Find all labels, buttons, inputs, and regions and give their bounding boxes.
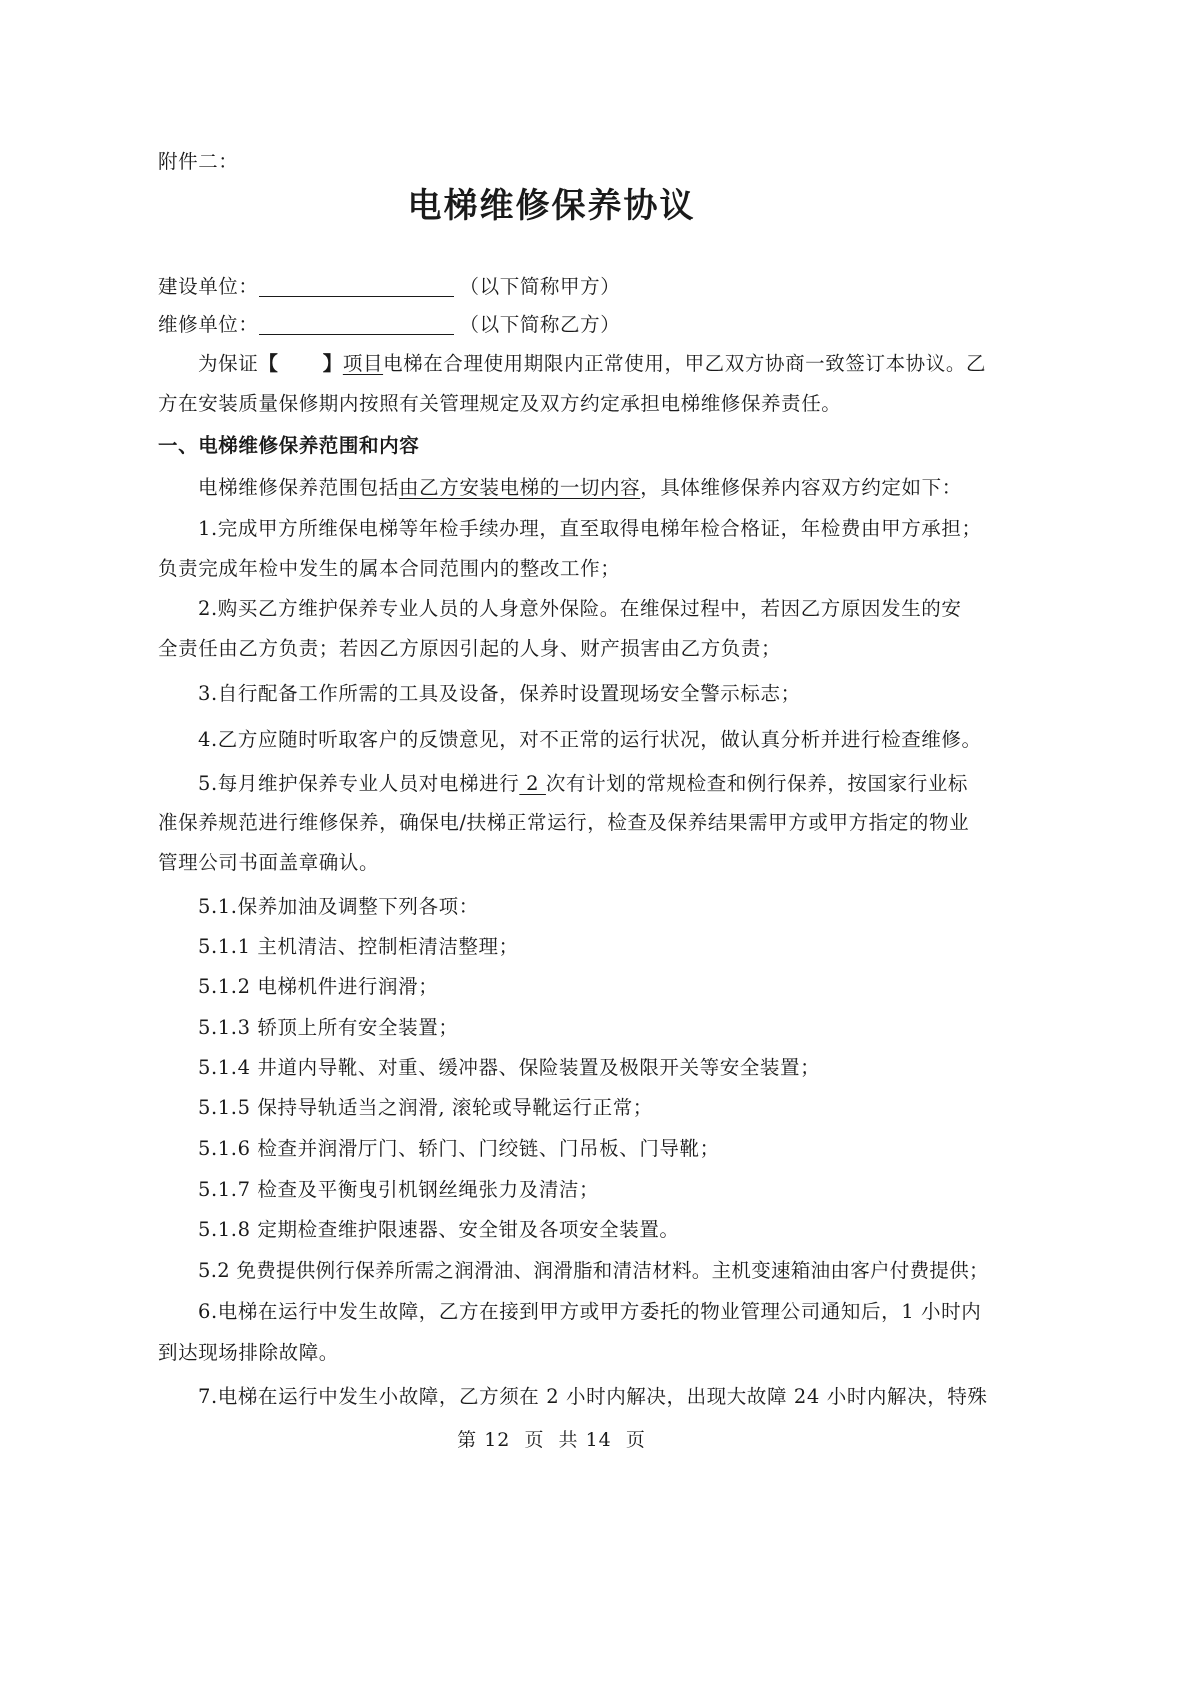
item-5-count: 2 xyxy=(519,772,546,795)
intro-line-1 xyxy=(198,348,986,376)
item-2-line-1: 2.购买乙方维护保养专业人员的人身意外保险。在维保过程中，若因乙方原因发生的安 xyxy=(198,597,962,620)
maintainer-blank xyxy=(259,312,454,335)
item-5-1-7: 5.1.7 检查及平衡曳引机钢丝绳张力及清洁； xyxy=(198,1178,600,1201)
scope-suffix: ，具体维修保养内容双方约定如下： xyxy=(640,476,962,499)
item-6-line-2: 到达现场排除故障。 xyxy=(158,1341,339,1364)
maintainer-line xyxy=(158,309,620,337)
page-footer: 第 12 页 共 14 页 xyxy=(457,1429,646,1451)
item-4: 4.乙方应随时听取客户的反馈意见，对不正常的运行状况，做认真分析并进行检查维修。 xyxy=(198,728,982,751)
item-5-1-2: 5.1.2 电梯机件进行润滑； xyxy=(198,975,439,998)
item-7-line-1: 7.电梯在运行中发生小故障，乙方须在 2 小时内解决，出现大故障 24 小时内解决，特殊 xyxy=(198,1385,988,1408)
maintainer-label: 维修单位： xyxy=(158,313,259,336)
attachment-label: 附件二： xyxy=(158,150,239,173)
intro-line-2: 方在安装质量保修期内按照有关管理规定及双方约定承担电梯维修保养责任。 xyxy=(158,392,842,415)
item-6-line-1: 6.电梯在运行中发生故障，乙方在接到甲方或甲方委托的物业管理公司通知后，1 小时内 xyxy=(198,1300,982,1323)
item-5-1-4: 5.1.4 井道内导靴、对重、缓冲器、保险装置及极限开关等安全装置； xyxy=(198,1056,821,1079)
intro-rest: 电梯在合理使用期限内正常使用，甲乙双方协商一致签订本协议。乙 xyxy=(383,352,987,375)
item-5-line-1 xyxy=(198,768,968,796)
item-5-1-3: 5.1.3 轿顶上所有安全装置； xyxy=(198,1016,459,1039)
item-5-1-6: 5.1.6 检查并润滑厅门、轿门、门绞链、门吊板、门导靴； xyxy=(198,1137,720,1160)
builder-blank xyxy=(259,274,454,297)
item-5-1-1: 5.1.1 主机清洁、控制柜清洁整理； xyxy=(198,935,519,958)
item-5-line-2: 准保养规范进行维修保养，确保电/扶梯正常运行，检查及保养结果需甲方或甲方指定的物业 xyxy=(158,811,970,834)
builder-line xyxy=(158,271,620,299)
item-1-line-1: 1.完成甲方所维保电梯等年检手续办理，直至取得电梯年检合格证，年检费由甲方承担； xyxy=(198,517,982,540)
builder-label: 建设单位： xyxy=(158,275,259,298)
project-bracket: 【 】 xyxy=(258,352,343,375)
item-5-prefix: 5.每月维护保养专业人员对电梯进行 xyxy=(198,772,520,795)
item-2-line-2: 全责任由乙方负责；若因乙方原因引起的人身、财产损害由乙方负责； xyxy=(158,637,782,660)
maintainer-suffix: （以下简称乙方） xyxy=(459,313,621,336)
project-word: 项目 xyxy=(342,352,384,375)
builder-suffix: （以下简称甲方） xyxy=(459,275,621,298)
item-5-line-3: 管理公司书面盖章确认。 xyxy=(158,851,380,874)
item-5-2: 5.2 免费提供例行保养所需之润滑油、润滑脂和清洁材料。主机变速箱油由客户付费提供； xyxy=(198,1259,989,1282)
item-1-line-2: 负责完成年检中发生的属本合同范围内的整改工作； xyxy=(158,557,621,580)
item-5-suffix: 次有计划的常规检查和例行保养，按国家行业标 xyxy=(545,772,969,795)
item-5-1: 5.1.保养加油及调整下列各项： xyxy=(198,895,479,918)
item-5-1-8: 5.1.8 定期检查维护限速器、安全钳及各项安全装置。 xyxy=(198,1218,680,1241)
document-title: 电梯维修保养协议 xyxy=(407,186,696,226)
item-3: 3.自行配备工作所需的工具及设备，保养时设置现场安全警示标志； xyxy=(198,682,801,705)
scope-prefix: 电梯维修保养范围包括 xyxy=(198,476,400,499)
intro-prefix: 为保证 xyxy=(198,352,259,375)
section-heading: 一、电梯维修保养范围和内容 xyxy=(158,434,420,457)
scope-underlined: 由乙方安装电梯的一切内容 xyxy=(399,476,641,499)
item-5-1-5: 5.1.5 保持导轨适当之润滑, 滚轮或导靴运行正常； xyxy=(198,1096,653,1119)
scope-line xyxy=(198,472,962,500)
